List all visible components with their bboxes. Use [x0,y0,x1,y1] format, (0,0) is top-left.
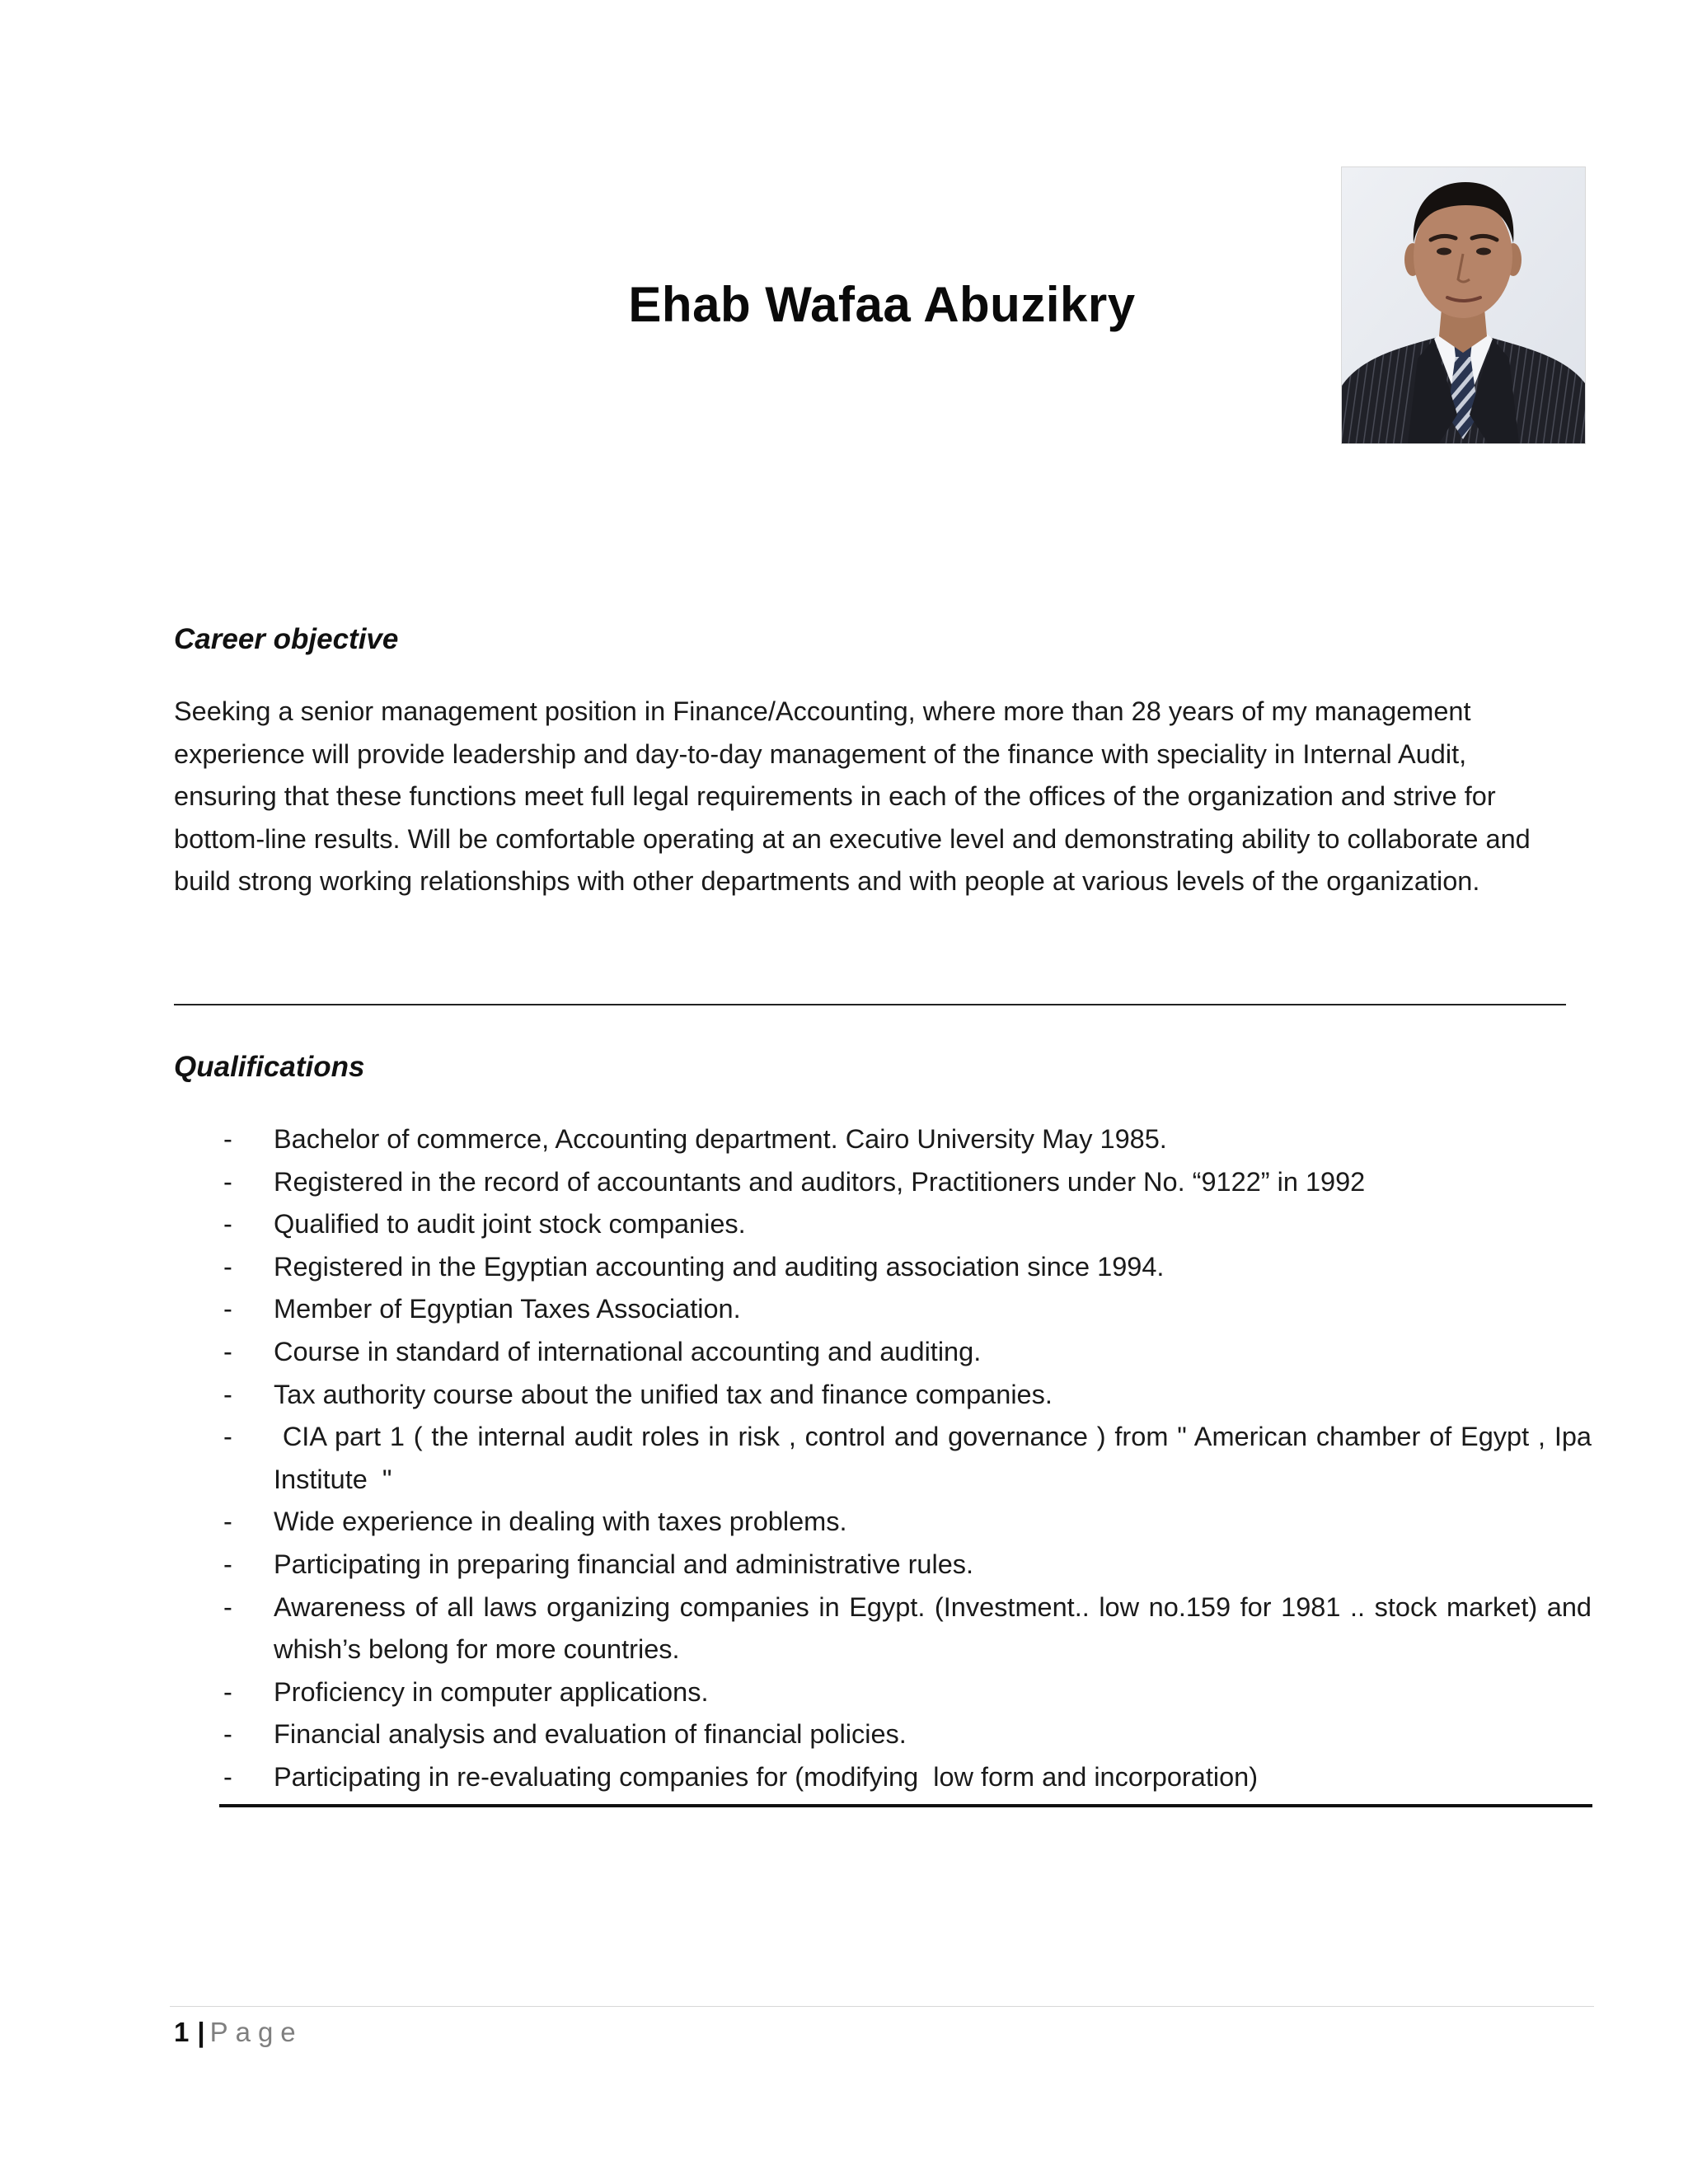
bullet-dash: - [223,1294,232,1324]
bullet-dash: - [223,1761,232,1792]
bullet-dash: - [223,1422,232,1452]
qualification-text: CIA part 1 ( the internal audit roles in risk , control and governance ) from " American chamber of Egypt , Ipa Institute " [274,1422,1600,1494]
list-item [174,1203,1592,1246]
qualification-text: Bachelor of commerce, Accounting department. Cairo University May 1985. [274,1124,1167,1154]
list-item [174,1288,1592,1331]
career-objective-text: Seeking a senior management position in Finance/Accounting, where more than 28 years of my management experience will provide leadership and day-to-day management of the finance with speciality in Internal Audit, ensuring that these functions meet full legal requirements in each of the offices of the organization and strive for bottom-line results. Will be comfortable operating at an executive level and demonstrating ability to collaborate and build strong working relationships with other departments and with people at various levels of the organization. [174,696,1531,897]
list-item [174,1544,1592,1586]
career-objective-heading: Career objective [174,623,399,655]
qualification-text: Participating in re-evaluating companies for (modifying low form and incorporation) [274,1761,1259,1792]
qualification-text: Financial analysis and evaluation of financial policies. [274,1719,907,1750]
bullet-dash: - [223,1251,232,1282]
qualification-text: Awareness of all laws organizing companies in Egypt. (Investment.. low no.159 for 1981 .. stock market) and whish’s belong for more countries. [274,1591,1592,1665]
list-item [174,1713,1592,1756]
portrait-photo [1341,166,1586,444]
list-item [174,1374,1592,1417]
list-item [174,1246,1592,1289]
list-item [174,1331,1592,1374]
qualification-text: Participating in preparing financial and administrative rules. [274,1549,974,1579]
section-divider [174,1004,1566,1005]
list-item [174,1161,1592,1204]
qualification-text: Proficiency in computer applications. [274,1676,709,1707]
qualifications-list [174,1118,1600,1799]
bullet-dash: - [223,1124,232,1154]
qualifications-heading: Qualifications [174,1051,365,1083]
list-item [174,1118,1592,1161]
list-item [174,1756,1592,1799]
qualification-text: Member of Egyptian Taxes Association. [274,1294,741,1324]
page-label: Page [209,2017,303,2047]
bullet-dash: - [223,1549,232,1579]
page-footer [174,2014,303,2050]
footer-separator: | [197,2017,205,2047]
qualifications-bottom-rule [219,1804,1592,1807]
bullet-dash: - [223,1166,232,1197]
qualification-text: Registered in the record of accountants and auditors, Practitioners under No. “9122” in 1992 [274,1166,1366,1197]
page-number: 1 [174,2017,190,2047]
list-item [174,1586,1592,1671]
bullet-dash: - [223,1209,232,1240]
bullet-dash: - [223,1336,232,1366]
bullet-dash: - [223,1591,232,1622]
qualification-text: Tax authority course about the unified tax and finance companies. [274,1379,1053,1409]
qualification-text: Qualified to audit joint stock companies. [274,1209,746,1240]
candidate-name: Ehab Wafaa Abuzikry [628,277,1136,332]
bullet-dash: - [223,1676,232,1707]
bullet-dash: - [223,1379,232,1409]
list-item [174,1416,1600,1501]
qualification-text: Wide experience in dealing with taxes problems. [274,1507,847,1537]
bullet-dash: - [223,1507,232,1537]
footer-divider [170,2006,1594,2007]
list-item [174,1501,1592,1544]
qualification-text: Registered in the Egyptian accounting and auditing association since 1994. [274,1251,1165,1282]
list-item [174,1671,1592,1714]
bullet-dash: - [223,1719,232,1750]
qualification-text: Course in standard of international accounting and auditing. [274,1336,982,1366]
